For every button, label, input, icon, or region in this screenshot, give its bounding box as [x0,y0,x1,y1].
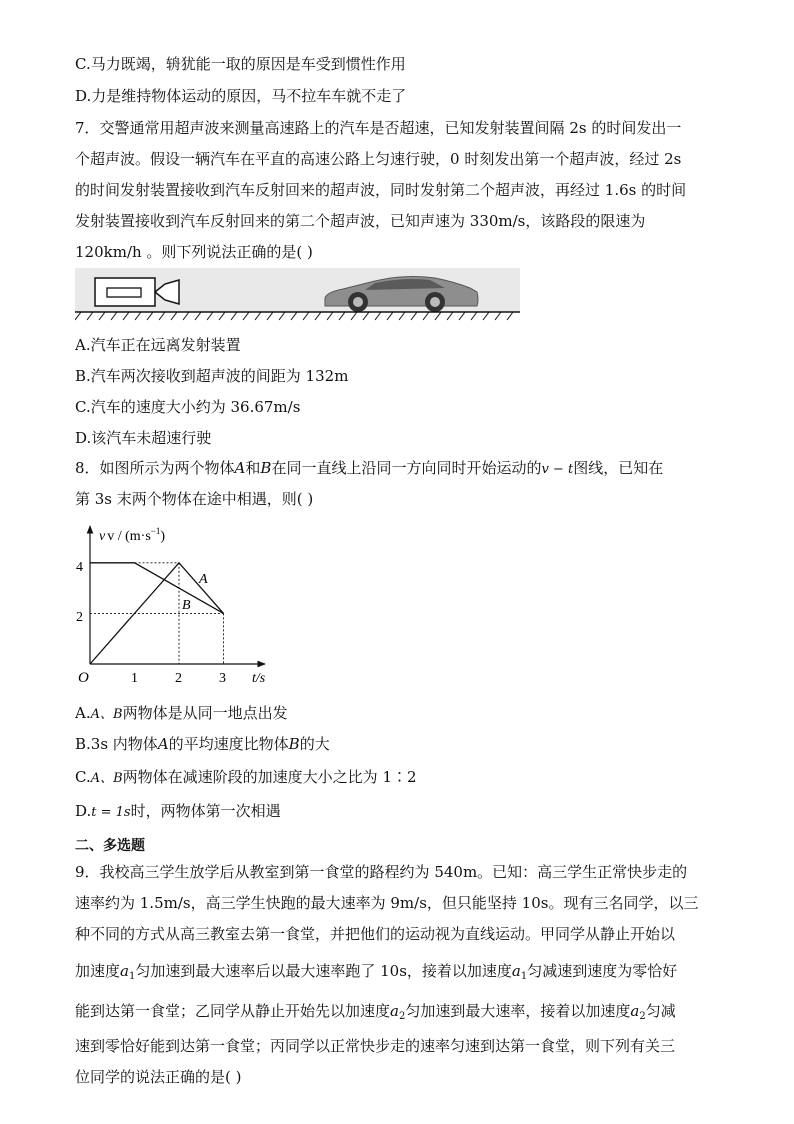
q8-stem-line1: 8．如图所示为两个物体A和B在同一直线上沿同一方向同时开始运动的v − t图线，已知在 [75,459,664,477]
q9-stem-line3: 种不同的方式从高三教室去第一食堂，并把他们的运动视为直线运动。甲同学从静止开始以 [75,925,676,943]
q7-option-c: C.汽车的速度大小约为 36.67m/s [75,398,301,416]
y-tick-2: 2 [76,610,83,625]
q7-stem-line5: 120km/h 。则下列说法正确的是( ) [75,243,313,261]
x-tick-1: 1 [131,671,138,686]
q7-stem-line3: 的时间发射装置接收到汽车反射回来的超声波，同时发射第二个超声波，再经过 1.6s 的时间 [75,181,687,199]
q8-option-b: B.3s 内物体A的平均速度比物体B的大 [75,735,330,753]
q7-stem-line4: 发射装置接收到汽车反射回来的第二个超声波，已知声速为 330m/s，该路段的限速为 [75,212,646,230]
y-tick-4: 4 [76,560,83,575]
section-heading: 二、多选题 [75,838,145,854]
series-a-label: A [199,572,208,587]
x-tick-3: 3 [219,671,226,686]
x-axis-label: t/s [252,671,266,686]
q7-option-d: D.该汽车未超速行驶 [75,429,212,447]
q7-option-b: B.汽车两次接收到超声波的间距为 132m [75,367,349,385]
q9-stem-line7: 位同学的说法正确的是( ) [75,1068,242,1086]
origin-label: O [78,670,89,686]
q9-stem-line1: 9．我校高三学生放学后从教室到第一食堂的路程约为 540m。已知：高三学生正常快步走的 [75,863,688,881]
y-axis-label: v $v / (m\cdot s^{-1})$ [99,526,166,544]
q6-option-c: C.马力既竭，辀犹能一取的原因是车受到惯性作用 [75,55,406,73]
ultrasonic-car-figure [75,268,520,324]
x-tick-2: 2 [175,671,182,686]
q9-stem-line4: 加速度$a_1$匀加速到最大速率后以最大速率跑了 10s，接着以加速度$a_1$匀减速到速度为零恰好 [75,962,678,982]
q8-option-a: A.A、B两物体是从同一地点出发 [75,704,288,722]
q9-stem-line5: 能到达第一食堂；乙同学从静止开始先以加速度$a_2$匀加速到最大速率，接着以加速度$a_2$匀减 [75,1002,676,1022]
q7-option-a: A.汽车正在远离发射装置 [75,336,241,354]
q8-option-c: C.A、B两物体在减速阶段的加速度大小之比为 1∶2 [75,768,417,786]
vt-graph [75,520,275,690]
q9-stem-line2: 速率约为 1.5m/s，高三学生快跑的最大速率为 9m/s，但只能坚持 10s。现有三名同学，以三 [75,894,699,912]
q6-option-d: D.力是维持物体运动的原因，马不拉车车就不走了 [75,87,407,105]
q7-stem-line2: 个超声波。假设一辆汽车在平直的高速公路上匀速行驶，0 时刻发出第一个超声波，经过 2s [75,150,682,168]
q8-option-d: D.t = 1s时，两物体第一次相遇 [75,802,281,820]
q8-stem-line2: 第 3s 末两个物体在途中相遇，则( ) [75,490,314,508]
q7-stem-line1: 7．交警通常用超声波来测量高速路上的汽车是否超速，已知发射装置间隔 2s 的时间发出一 [75,119,682,137]
q9-stem-line6: 速到零恰好能到达第一食堂；丙同学以正常快步走的速率匀速到达第一食堂，则下列有关三 [75,1037,676,1055]
series-b-label: B [182,598,191,613]
